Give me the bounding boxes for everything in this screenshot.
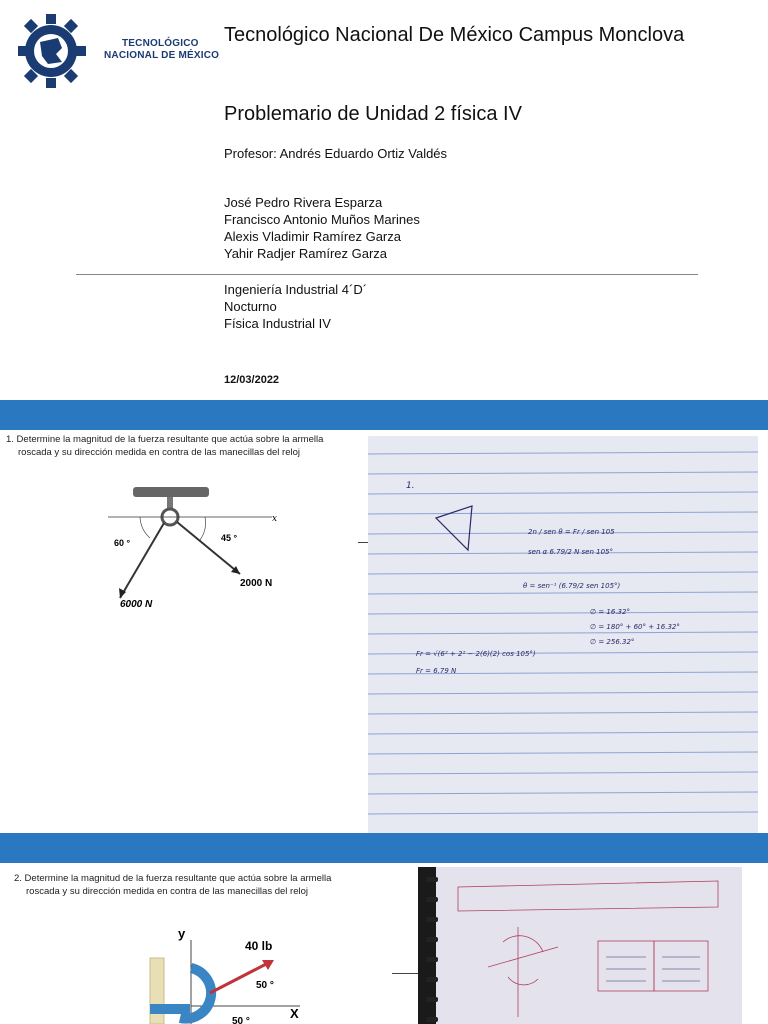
gear-icon xyxy=(18,8,88,94)
force-2000-label: 2000 N xyxy=(240,578,273,589)
problem-1-statement-line2: roscada y su dirección medida en contra de las manecillas del reloj xyxy=(18,447,300,458)
note-line-1: 2n / sen θ = Fr / sen 105 xyxy=(528,528,615,536)
professor-name: Profesor: Andrés Eduardo Ortiz Valdés xyxy=(224,146,448,161)
problem-1-statement-line1: 1. Determine la magnitud de la fuerza resultante que actúa sobre la armella xyxy=(6,434,324,445)
note-line-7: Fr = √(6² + 2² − 2(6)(2) cos 105°) xyxy=(416,650,536,658)
problem-2-notebook-photo xyxy=(418,867,742,1024)
angle-right-label: 45 ° xyxy=(221,533,238,543)
cover-slide xyxy=(0,0,768,400)
angle-2-label: 50 ° xyxy=(232,1016,250,1024)
notebook-page xyxy=(418,867,742,1024)
problem-1-notebook-photo xyxy=(368,436,758,837)
problem-2-statement-line1: 2. Determine la magnitud de la fuerza resultante que actúa sobre la armella xyxy=(14,873,332,884)
document-title: Tecnológico Nacional De México Campus Monclova xyxy=(224,24,685,46)
notebook-page xyxy=(368,436,758,837)
slide-header-band xyxy=(0,400,768,430)
note-line-4: ∅ = 16.32° xyxy=(590,608,630,616)
connector-line xyxy=(358,542,368,543)
problem-2-statement xyxy=(14,872,394,898)
note-line-3: θ = sen⁻¹ (6.79/2 sen 105°) xyxy=(523,582,621,590)
force-2000-arrow xyxy=(177,522,240,574)
logo-wordmark xyxy=(104,38,219,62)
student-name: Yahir Radjer Ramírez Garza xyxy=(224,246,388,261)
wall-post xyxy=(150,958,164,1024)
logo-line-1: TECNOLÓGICO xyxy=(122,38,199,49)
note-line-5: ∅ = 180° + 60° + 16.32° xyxy=(590,623,680,631)
document-date: 12/03/2022 xyxy=(224,374,280,386)
student-name: Francisco Antonio Muños Marines xyxy=(224,212,420,227)
force-6000-label: 6000 N xyxy=(120,599,153,610)
force-40lb-label: 40 lb xyxy=(245,939,273,953)
problem-1-diagram xyxy=(100,480,300,620)
course-info xyxy=(224,281,367,332)
problem-2-diagram xyxy=(140,918,320,1024)
document-subtitle: Problemario de Unidad 2 física IV xyxy=(224,103,522,125)
force-6000-arrow xyxy=(120,523,164,598)
problem-1-statement xyxy=(6,433,366,459)
course-shift: Nocturno xyxy=(224,299,277,314)
axis-y-label: y xyxy=(178,926,186,941)
ceiling-support xyxy=(133,487,209,497)
connector-line xyxy=(392,973,418,974)
student-name: José Pedro Rivera Esparza xyxy=(224,195,383,210)
course-group: Ingeniería Industrial 4´D´ xyxy=(224,282,368,297)
course-subject: Física Industrial IV xyxy=(224,316,331,331)
tecnm-logo xyxy=(18,8,220,96)
note-problem-number: 1. xyxy=(406,481,415,491)
note-line-6: ∅ = 256.32° xyxy=(590,638,635,646)
note-line-8: Fr = 6.79 N xyxy=(416,667,457,675)
note-line-2: sen α 6.79/2 N sen 105° xyxy=(528,548,614,556)
student-name: Alexis Vladimir Ramírez Garza xyxy=(224,229,401,244)
axis-x-label: X xyxy=(290,1006,299,1021)
axis-x-label: x xyxy=(272,514,278,524)
divider xyxy=(76,274,698,275)
logo-line-2: NACIONAL DE MÉXICO xyxy=(104,50,220,61)
problem-2-slide xyxy=(0,863,768,1024)
problem-2-statement-line2: roscada y su dirección medida en contra de las manecillas del reloj xyxy=(26,886,308,897)
angle-1-label: 50 ° xyxy=(256,980,274,991)
slide-header-band xyxy=(0,833,768,863)
problem-1-slide xyxy=(0,430,768,833)
student-list xyxy=(224,194,420,262)
angle-left-label: 60 ° xyxy=(114,538,131,548)
